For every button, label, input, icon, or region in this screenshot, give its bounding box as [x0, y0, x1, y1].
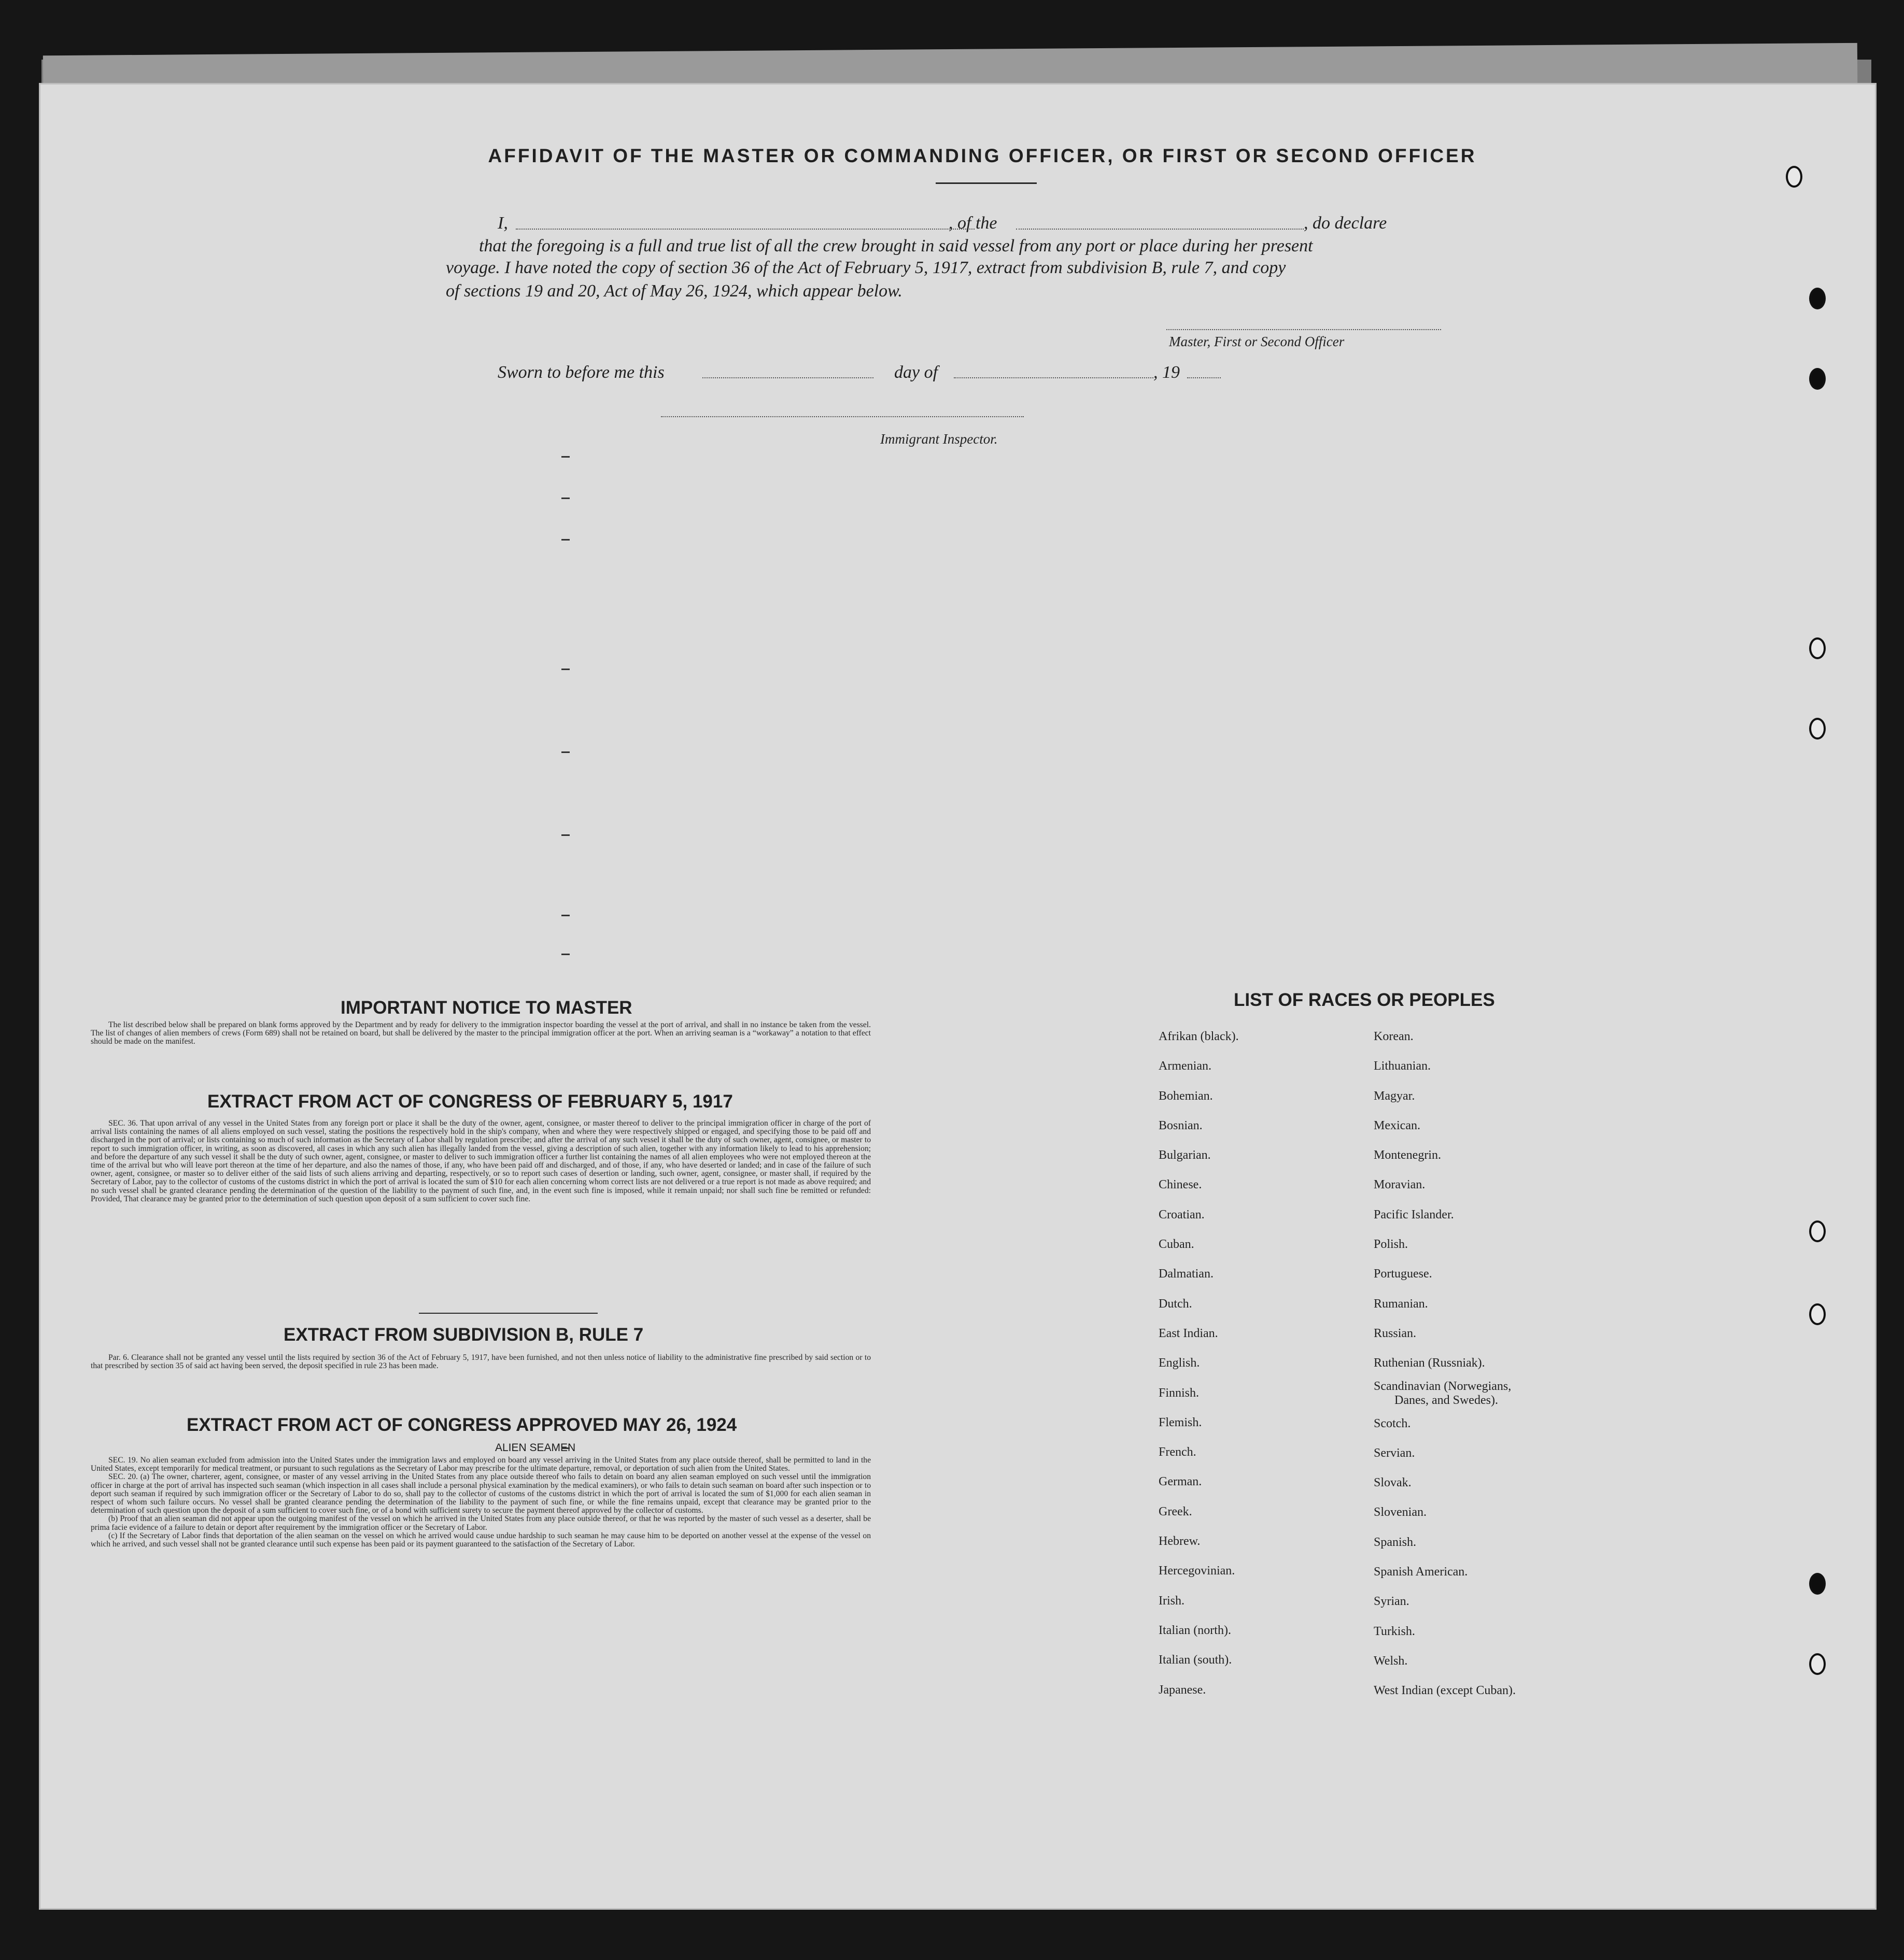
rule-7-text — [91, 1354, 871, 1380]
day-of-label: day of — [894, 363, 938, 382]
race-item: Bosnian. — [1159, 1118, 1203, 1132]
dash-mark — [561, 1447, 570, 1449]
sworn-day-blank[interactable] — [702, 377, 873, 378]
race-item: Pacific Islander. — [1374, 1208, 1454, 1222]
dash-mark — [561, 954, 570, 955]
affidavit-i: I, — [498, 214, 508, 233]
race-item: Cuban. — [1159, 1238, 1194, 1252]
notice-heading: IMPORTANT NOTICE TO MASTER — [341, 998, 632, 1018]
name-blank[interactable] — [516, 229, 975, 230]
race-item: West Indian (except Cuban). — [1374, 1684, 1516, 1698]
master-signature-label: Master, First or Second Officer — [1169, 334, 1345, 349]
inspector-label: Immigrant Inspector. — [880, 431, 998, 447]
race-item: Hercegovinian. — [1159, 1564, 1235, 1578]
race-item: Croatian. — [1159, 1208, 1205, 1222]
affidavit-line-4: of sections 19 and 20, Act of May 26, 1924, which appear below. — [446, 281, 902, 301]
race-item: French. — [1159, 1445, 1196, 1459]
inspector-signature-line[interactable] — [661, 416, 1024, 417]
year-label: , 19 — [1153, 363, 1180, 382]
sec-19-paragraph: SEC. 19. No alien seaman excluded from admission into the United States under the immigration laws and employed on board any vessel arriving in the United States from any place outside thereof, shall be permitted to land in the United States, except temporarily for medical treatment, or pursuant to such regulations as the Secretary of Labor may prescribe for the ultimate departure, removal, or deportation of such alien from the United States. — [91, 1456, 871, 1473]
sworn-label: Sworn to before me this — [498, 363, 665, 382]
affidavit-of-the: , of the — [949, 214, 997, 233]
race-item: Flemish. — [1159, 1415, 1202, 1429]
extract-1924-heading: EXTRACT FROM ACT OF CONGRESS APPROVED MAY 26, 1924 — [187, 1415, 737, 1435]
race-item: Rumanian. — [1374, 1297, 1428, 1311]
affidavit-line-3: voyage. I have noted the copy of section 36 of the Act of February 5, 1917, extract from subdivision B, rule 7, and copy — [446, 258, 1286, 277]
race-item: Montenegrin. — [1374, 1148, 1441, 1162]
affidavit-do-declare: , do declare — [1304, 214, 1387, 233]
race-item: German. — [1159, 1475, 1202, 1489]
race-item: Servian. — [1374, 1446, 1415, 1460]
notice-paragraph: The list described below shall be prepared on blank forms approved by the Department and by ready for delivery to the immigration inspector boarding the vessel at the port of arrival, and shall in no instance be taken from the vessel. The list of changes of alien members of crews (Form 689) shall not be retained on board, but shall be delivered by the master to the principal immigration officer at the port. When an arriving seaman is a “workaway” a notation to that effect should be made on the manifest. — [91, 1021, 871, 1046]
race-item-scandinavian — [1374, 1379, 1516, 1409]
rule-7-heading: EXTRACT FROM SUBDIVISION B, RULE 7 — [284, 1325, 644, 1345]
race-item: Bohemian. — [1159, 1089, 1213, 1103]
vessel-blank[interactable] — [1016, 229, 1304, 230]
race-item: Dutch. — [1159, 1297, 1192, 1311]
race-item: Russian. — [1374, 1326, 1417, 1340]
race-item: Italian (south). — [1159, 1653, 1232, 1667]
punch-hole — [1786, 166, 1802, 188]
race-item: Armenian. — [1159, 1059, 1211, 1073]
sec-20a-paragraph: SEC. 20. (a) The owner, charterer, agent, consignee, or master of any vessel arriving in the United States from any place outside thereof who fails to detain on board any alien seaman employed on such vessel until the immigration officer in charge at the port of arrival has inspected such seaman (which inspection in all cases shall include a personal physical examination by the medical examiners), or who fails to detain such seaman on board after such inspection or to deport such seaman if required by such immigration officer or the Secretary of Labor to do so, shall pay to the collector of customs of the customs district in which the port of arrival is located the sum of $1,000 for each alien seaman in respect of whom such failure occurs. No vessel shall be granted clearance pending the determination of the liability to the payment of such fine, or while the fine remains unpaid, except that clearance may be granted prior to the determination of such question upon the deposit of a sum sufficient to cover such fine, or of a bond with sufficient surety to secure the payment thereof approved by the collector of customs. — [91, 1472, 871, 1515]
race-item: Portuguese. — [1374, 1267, 1432, 1281]
race-item: Scotch. — [1374, 1416, 1411, 1430]
title-rule — [936, 182, 1037, 184]
race-item: Hebrew. — [1159, 1535, 1201, 1549]
punch-hole — [1809, 368, 1826, 390]
dash-mark — [561, 915, 570, 916]
extract-1917-heading: EXTRACT FROM ACT OF CONGRESS OF FEBRUARY 5, 1917 — [207, 1091, 733, 1112]
race-item-line: Danes, and Swedes). — [1394, 1393, 1498, 1407]
race-item: Welsh. — [1374, 1654, 1408, 1668]
race-item: Chinese. — [1159, 1178, 1202, 1192]
dash-mark — [561, 498, 570, 499]
punch-hole — [1809, 1653, 1826, 1675]
affidavit-line-2: that the foregoing is a full and true list of all the crew brought in said vessel from any port or place during her present — [479, 236, 1313, 255]
punch-hole — [1809, 718, 1826, 740]
race-item: Spanish. — [1374, 1535, 1417, 1549]
race-item: Afrikan (black). — [1159, 1030, 1239, 1043]
sec-20c-paragraph: (c) If the Secretary of Labor finds that deportation of the alien seaman on the vessel on which he arrived would cause undue hardship to such seaman he may cause him to be deported on another vessel at the expense of the vessel on which he arrived, and such vessel shall not be granted clearance until such expense has been paid or its payment guaranteed to the satisfaction of the Secretary of Labor. — [91, 1531, 871, 1549]
race-item: Ruthenian (Russniak). — [1374, 1356, 1485, 1370]
race-item: Dalmatian. — [1159, 1267, 1214, 1281]
race-item: English. — [1159, 1356, 1200, 1370]
extract-1917-text — [91, 1119, 871, 1296]
race-item: Slovak. — [1374, 1476, 1412, 1490]
sworn-month-blank[interactable] — [954, 377, 1153, 378]
dash-mark — [561, 456, 570, 458]
rule-7-paragraph: Par. 6. Clearance shall not be granted any vessel until the lists required by section 36 of the Act of February 5, 1917, have been furnished, and not then unless notice of liability to the administrative fine prescribed by said section or to that prescribed by section 35 of said act having been served, the deposit specified in rule 23 has been made. — [91, 1354, 871, 1371]
race-item: Lithuanian. — [1374, 1059, 1431, 1073]
races-column-2 — [1374, 1022, 1516, 1706]
race-item: Irish. — [1159, 1594, 1184, 1608]
race-item: Moravian. — [1374, 1178, 1426, 1192]
race-item: East Indian. — [1159, 1326, 1218, 1340]
race-item: Japanese. — [1159, 1683, 1206, 1697]
notice-text — [91, 1021, 871, 1057]
punch-hole — [1809, 1303, 1826, 1325]
dash-mark — [561, 539, 570, 541]
race-item: Turkish. — [1374, 1624, 1415, 1638]
punch-hole — [1809, 288, 1826, 309]
dash-mark — [561, 669, 570, 670]
race-item: Spanish American. — [1374, 1565, 1468, 1579]
races-column-1 — [1159, 1022, 1239, 1705]
race-item: Mexican. — [1374, 1118, 1420, 1132]
sec-20b-paragraph: (b) Proof that an alien seaman did not appear upon the outgoing manifest of the vessel on which he arrived in the United States from any place outside thereof, or that he was reported by the master of such vessel as a deserter, shall be prima facie evidence of a failure to detain or deport after requirement by the immigration officer or the Secretary of Labor. — [91, 1514, 871, 1532]
affidavit-title: AFFIDAVIT OF THE MASTER OR COMMANDING OFFICER, OR FIRST OR SECOND OFFICER — [488, 145, 1477, 166]
races-heading: LIST OF RACES OR PEOPLES — [1234, 990, 1495, 1010]
section-rule — [419, 1313, 598, 1314]
race-item: Magyar. — [1374, 1089, 1415, 1103]
alien-seamen-subheading: ALIEN SEAMEN — [495, 1442, 576, 1454]
race-item: Greek. — [1159, 1504, 1192, 1518]
punch-hole — [1809, 1220, 1826, 1242]
punch-hole — [1809, 637, 1826, 659]
race-item: Italian (north). — [1159, 1623, 1231, 1637]
year-blank[interactable] — [1187, 377, 1221, 378]
race-item: Syrian. — [1374, 1595, 1409, 1609]
race-item: Korean. — [1374, 1030, 1414, 1043]
race-item-line: Scandinavian (Norwegians, — [1374, 1379, 1512, 1393]
race-item: Slovenian. — [1374, 1505, 1427, 1519]
document-page — [39, 83, 1877, 1910]
punch-hole — [1809, 1573, 1826, 1595]
dash-mark — [561, 834, 570, 836]
sec-36-paragraph: SEC. 36. That upon arrival of any vessel in the United States from any foreign port or place it shall be the duty of the owner, agent, consignee, or master thereof to deliver to the principal immigration officer in charge of the port of arrival lists containing the names of all aliens employed on such vessel, stating the positions the respectively hold in the ship's company, when and where they were respectively shipped or engaged, and specifying those to be paid off and discharged in the port of arrival; or lists containing so much of such information as the Secretary of Labor shall by regulation prescribe; and after the arrival of any such vessel it shall be the duty of such owner, agent, consignee, or master to report to such immigration officer, in writing, as soon as discovered, all cases in which any such alien has illegally landed from the vessel, giving a description of such alien, together with any information likely to lead to his apprehension; and before the departure of any such vessel it shall be the duty of such owner, agent, consignee, or master to deliver to such immigration officer a further list containing the names of all alien employees who were not employed thereon at the time of the arrival but who will leave port thereon at the time of her departure, and also the names of those, if any, who have been paid off and discharged, and of those, if any, who have deserted or landed; and in case of the failure of such owner, agent, consignee, or master so to deliver either of the said lists of such aliens arriving and departing, respectively, or so to report such cases of desertion or landing, such owner, agent, consignee, or master shall, if required by the Secretary of Labor, pay to the collector of customs of the customs district in which the port of arrival is located the sum of $10 for each alien concerning whom correct lists are not delivered or a true report is not made as above required; and no such vessel shall be granted clearance pending the determination of the question of the liability to the payment of such fine, and, in the event such fine is imposed, while it remain unpaid; nor shall such fine be remitted or refunded: Provided, That clearance may be granted prior to the determination of such question upon deposit of a sum sufficient to cover such fine. — [91, 1119, 871, 1203]
race-item: Polish. — [1374, 1238, 1408, 1252]
race-item: Bulgarian. — [1159, 1148, 1211, 1162]
race-item: Finnish. — [1159, 1386, 1200, 1400]
extract-1924-text — [91, 1456, 871, 1669]
master-signature-line[interactable] — [1166, 329, 1441, 330]
dash-mark — [561, 751, 570, 753]
